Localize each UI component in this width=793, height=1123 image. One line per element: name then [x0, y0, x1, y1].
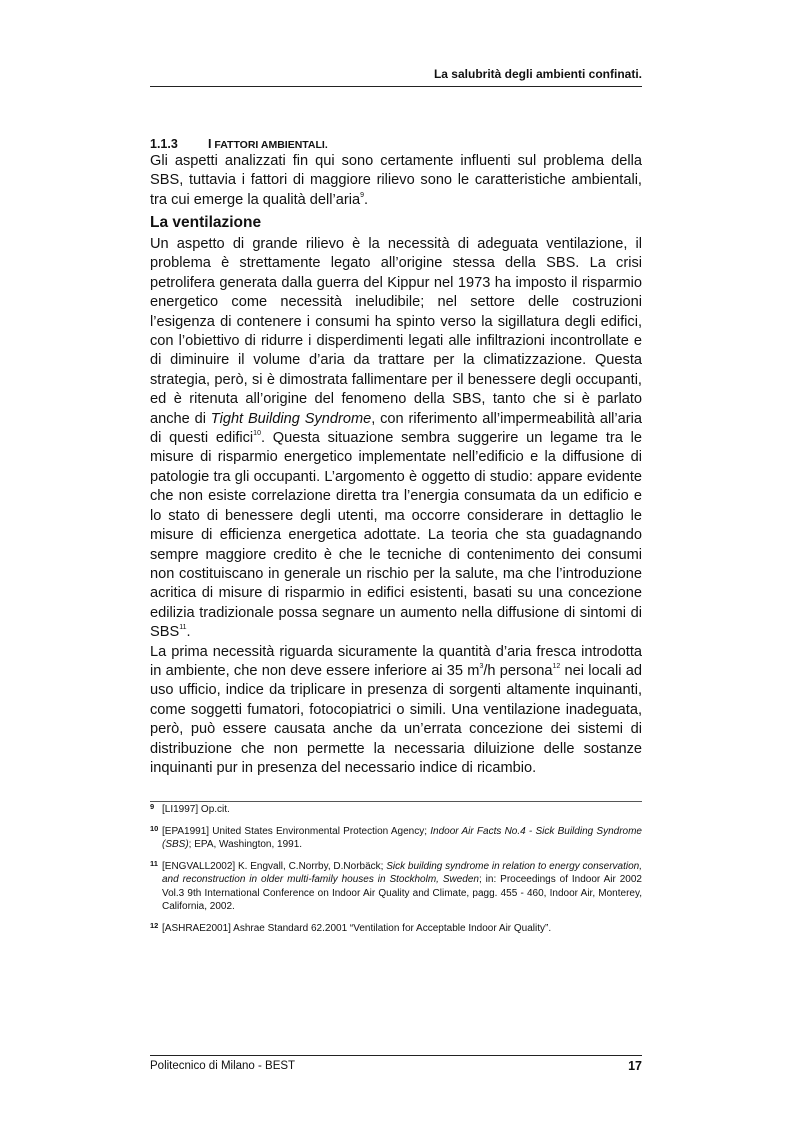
ventilation-text-c: . Questa situazione sembra suggerire un legame tra le misure di risparmio energetico implementate nell’edificio e la diffusione di patologie tra gli occupanti. L’argomento è oggetto di studio: appare evidente che non esiste correlazione diretta tra l’energia consumata da un edificio e lo stato di benessere degli utenti, ma occorre considerare in dettaglio le misure di efficienza energetica adottate. La teoria che sta guadagnando sempre maggiore credito è che le tecniche di contenimento dei consumi non costituiscano in generale un rischio per la salute, ma che l’introduzione acritica di misure di risparmio in edifici esistenti, basati su una concezione edilizia tradizionale possa segnare un aumento nella diffusione di sintomi di SBS — [150, 430, 642, 641]
footnote-mark: 12 — [150, 920, 159, 930]
footnote-separator — [150, 801, 642, 802]
ventilation-body — [150, 235, 642, 778]
footnote-ref-11[interactable]: 11 — [179, 624, 187, 632]
footnote-mark: 10 — [150, 823, 159, 833]
footnote-text-end: ; in: Proceedings of Indoor Air 2002 Vol.3 9th International Conference on Indoor Air Quality and Climate, pagg. 455 - 460, Indoor Air, Monterey, California, 2002. — [162, 874, 642, 912]
footer-rule — [150, 1055, 642, 1056]
section-title-initial: I — [208, 137, 212, 151]
footnote-10 — [150, 825, 642, 852]
subheading-ventilazione: La ventilazione — [150, 214, 262, 231]
footnotes — [150, 803, 642, 943]
section-title-rest: FATTORI AMBIENTALI. — [211, 139, 328, 151]
intro-text: Gli aspetti analizzati fin qui sono certamente influenti sul problema della SBS, tuttavia i fattori di maggiore rilievo sono le caratteristiche ambientali, tra cui emerge la qualità dell’aria — [150, 153, 642, 208]
footer-institution: Politecnico di Milano - BEST — [150, 1060, 296, 1072]
tight-building-syndrome-term: Tight Building Syndrome — [210, 410, 372, 427]
unit-exponent: 3 — [479, 662, 484, 670]
footnote-9 — [150, 803, 642, 817]
footnote-text-end: ; EPA, Washington, 1991. — [188, 839, 303, 850]
section-heading — [150, 137, 328, 151]
running-header: La salubrità degli ambienti confinati. — [433, 67, 642, 81]
footnote-text: [ASHRAE2001] Ashrae Standard 62.2001 “Ventilation for Acceptable Indoor Air Quality”. — [162, 922, 552, 934]
footnote-italic: Sick building syndrome in relation to energy conservation, and reconstruction in older multi-family houses in Stockholm, Sweden — [162, 860, 642, 885]
section-number: 1.1.3 — [150, 137, 178, 151]
footnote-ref-10[interactable]: 10 — [253, 430, 261, 438]
footnote-text: [EPA1991] United States Environmental Protection Agency; — [162, 825, 431, 837]
intro-paragraph — [150, 152, 642, 210]
footnote-text: [ENGVALL2002] K. Engvall, C.Norrby, D.Norbäck; — [162, 860, 387, 872]
footnote-ref-9[interactable]: 9 — [360, 191, 365, 199]
intro-end: . — [364, 191, 369, 208]
ventilation-text-f: /h persona — [483, 662, 553, 679]
footnote-mark: 9 — [150, 802, 155, 811]
footnote-ref-12[interactable]: 12 — [552, 662, 561, 670]
footnote-11 — [150, 860, 642, 914]
section-title — [208, 137, 328, 151]
header-rule — [150, 86, 642, 87]
footnote-text: [LI1997] Op.cit. — [162, 804, 230, 815]
ventilation-text-g: nei locali ad uso ufficio, indice da triplicare in presenza di sorgenti altamente inquinanti, come soggetti fumatori, fotocopiatrici o simili. Una ventilazione inadeguata, però, può essere causata anche da un’errata concezione dei sistemi di distribuzione che non permette la necessaria diluizione delle sostanze inquinanti pur in presenza del necessario indice di ricambio. — [150, 662, 642, 776]
ventilation-text-e: La prima necessità riguarda sicuramente la quantità d’aria fresca introdotta in ambiente, che non deve essere inferiore ai 35 m — [150, 643, 642, 679]
page-number: 17 — [628, 1059, 642, 1073]
footnote-italic: Indoor Air Facts No.4 - Sick Building Syndrome (SBS) — [162, 825, 642, 850]
footnote-mark: 11 — [150, 858, 158, 868]
ventilation-text-d: . — [186, 624, 191, 641]
footnote-12 — [150, 922, 642, 936]
ventilation-text-a: Un aspetto di grande rilievo è la necessità di adeguata ventilazione, il problema è strettamente legato all’origine stessa della SBS. La crisi petrolifera generata dalla guerra del Kippur nel 1973 ha imposto il risparmio energetico come necessità ineludibile; nel settore delle costruzioni l’esigenza di contenere i consumi ha spinto verso la sigillatura degli edifici, con l’obiettivo di ridurre i disperdimenti legati alle infiltrazioni incontrollate e di diminuire il volume d’aria da trattare per la climatizzazione. Questa strategia, però, si è dimostrata fallimentare per il benessere degli occupanti, ed è ritenuta all’origine del fenomeno della SBS, tanto che si è parlato anche di — [150, 236, 642, 427]
ventilation-text-b: , con riferimento all’impermeabilità all’aria di questi edifici — [150, 410, 643, 447]
